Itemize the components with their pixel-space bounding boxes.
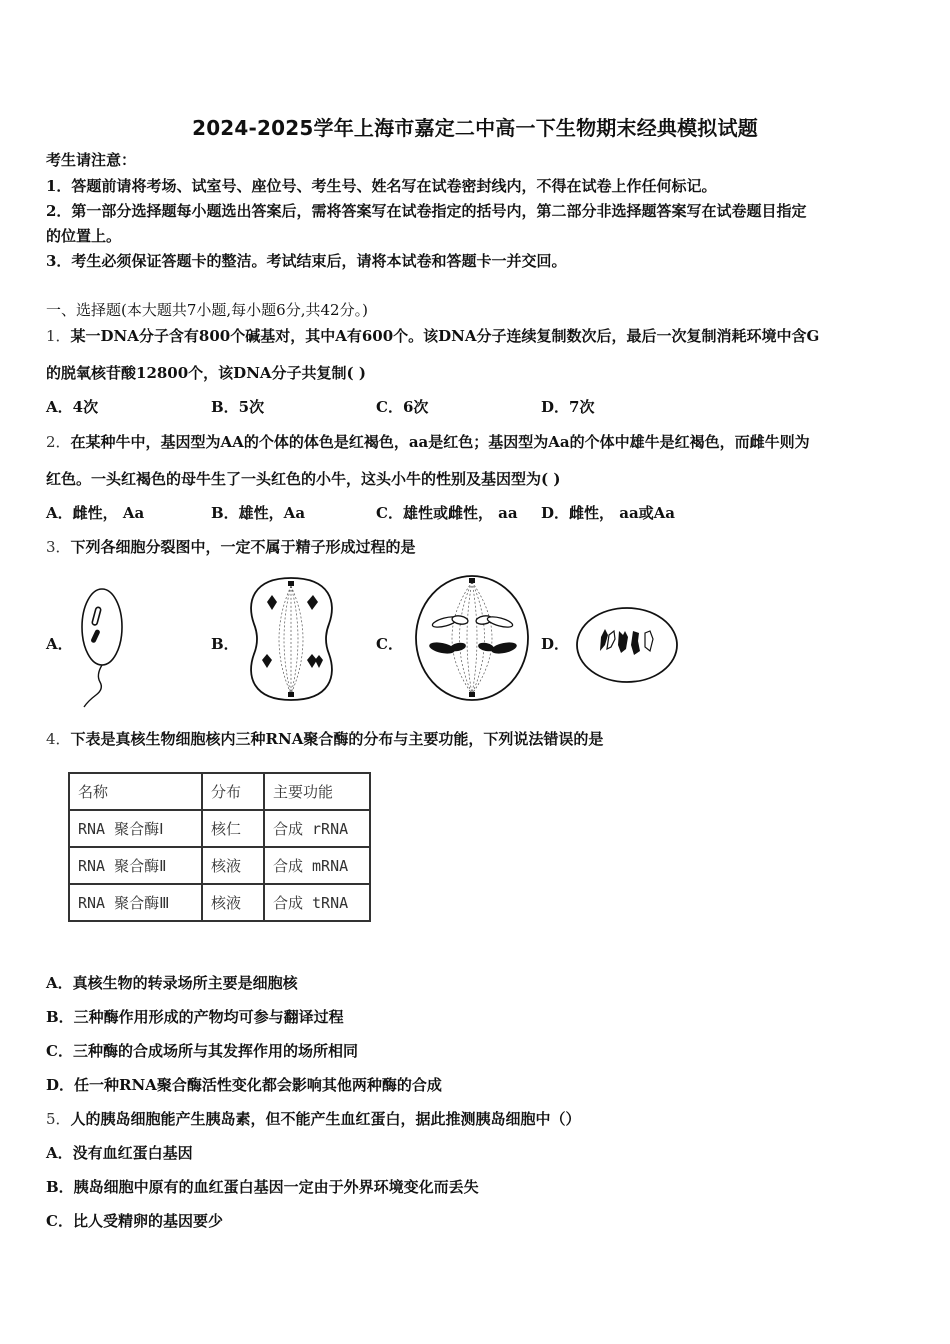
question-text: 下表是真核生物细胞核内三种RNA聚合酶的分布与主要功能，下列说法错误的是 bbox=[70, 730, 604, 748]
table-cell: 合成 rRNA bbox=[264, 810, 370, 847]
q1-option-c[interactable]: C．6次 bbox=[376, 398, 429, 416]
table-cell: 核液 bbox=[202, 884, 264, 921]
figure-c-metaphase-cell bbox=[412, 570, 532, 705]
table-cell: RNA 聚合酶Ⅲ bbox=[69, 884, 202, 921]
rna-polymerase-table bbox=[68, 772, 371, 922]
table-cell: RNA 聚合酶Ⅰ bbox=[69, 810, 202, 847]
q3-label-b[interactable]: B． bbox=[211, 635, 239, 653]
q1-option-a[interactable]: A．4次 bbox=[46, 398, 99, 416]
q4-option-a[interactable]: A．真核生物的转录场所主要是细胞核 bbox=[46, 974, 298, 992]
question-1-line1 bbox=[46, 326, 819, 346]
question-number: 4． bbox=[46, 730, 71, 748]
question-number: 2． bbox=[46, 433, 71, 451]
table-cell: 分布 bbox=[202, 773, 264, 810]
notice-item: 1．答题前请将考场、试室号、座位号、考生号、姓名写在试卷密封线内，不得在试卷上作任何标记。 bbox=[46, 177, 717, 195]
q5-option-b[interactable]: B．胰岛细胞中原有的血红蛋白基因一定由于外界环境变化而丢失 bbox=[46, 1178, 479, 1196]
table-cell: 合成 mRNA bbox=[264, 847, 370, 884]
figure-d-cell-chromosomes bbox=[575, 605, 680, 685]
q5-option-a[interactable]: A．没有血红蛋白基因 bbox=[46, 1144, 193, 1162]
figure-a-sperm-cell bbox=[70, 585, 150, 710]
table-cell: 合成 tRNA bbox=[264, 884, 370, 921]
table-cell: RNA 聚合酶Ⅱ bbox=[69, 847, 202, 884]
q2-option-b[interactable]: B．雄性，Aa bbox=[211, 504, 306, 522]
question-number: 1． bbox=[46, 327, 71, 345]
question-1-line2: 的脱氧核苷酸12800个，该DNA分子共复制( ) bbox=[46, 364, 366, 382]
q4-option-d[interactable]: D．任一种RNA聚合酶活性变化都会影响其他两种酶的合成 bbox=[46, 1076, 442, 1094]
table-row bbox=[69, 847, 370, 884]
q4-option-c[interactable]: C．三种酶的合成场所与其发挥作用的场所相同 bbox=[46, 1042, 358, 1060]
section-heading: 一、选择题(本大题共7小题,每小题6分,共42分。) bbox=[46, 301, 368, 319]
table-cell: 核液 bbox=[202, 847, 264, 884]
table-row bbox=[69, 884, 370, 921]
question-text: 某一DNA分子含有800个碱基对，其中A有600个。该DNA分子连续复制数次后，最后一次复制消耗环境中含G bbox=[70, 327, 820, 345]
figure-b-dividing-cell bbox=[245, 572, 340, 707]
table-cell: 名称 bbox=[69, 773, 202, 810]
table-cell: 核仁 bbox=[202, 810, 264, 847]
q3-label-c[interactable]: C． bbox=[376, 635, 403, 653]
question-2-line1 bbox=[46, 432, 810, 452]
table-row bbox=[69, 810, 370, 847]
question-number: 5． bbox=[46, 1110, 71, 1128]
question-text: 人的胰岛细胞能产生胰岛素，但不能产生血红蛋白，据此推测胰岛细胞中（） bbox=[70, 1110, 581, 1128]
q1-option-d[interactable]: D．7次 bbox=[541, 398, 595, 416]
q4-option-b[interactable]: B．三种酶作用形成的产物均可参与翻译过程 bbox=[46, 1008, 344, 1026]
question-text: 在某种牛中，基因型为AA的个体的体色是红褐色，aa是红色；基因型为Aa的个体中雄牛是红褐色，而雌牛则为 bbox=[70, 433, 810, 451]
question-5 bbox=[46, 1109, 581, 1129]
notice-item: 2．第一部分选择题每小题选出答案后，需将答案写在试卷指定的括号内，第二部分非选择题答案写在试卷题目指定 bbox=[46, 202, 807, 220]
question-text: 下列各细胞分裂图中，一定不属于精子形成过程的是 bbox=[70, 538, 416, 556]
q2-option-a[interactable]: A．雌性， Aa bbox=[46, 504, 145, 522]
page-title: 2024-2025学年上海市嘉定二中高一下生物期末经典模拟试题 bbox=[192, 116, 758, 140]
q3-label-a[interactable]: A． bbox=[46, 635, 73, 653]
q1-option-b[interactable]: B．5次 bbox=[211, 398, 265, 416]
question-2-line2: 红色。一头红褐色的母牛生了一头红色的小牛，这头小牛的性别及基因型为( ) bbox=[46, 470, 561, 488]
question-number: 3． bbox=[46, 538, 71, 556]
table-cell: 主要功能 bbox=[264, 773, 370, 810]
notice-heading: 考生请注意： bbox=[46, 151, 137, 169]
notice-item: 的位置上。 bbox=[46, 227, 122, 245]
q3-label-d[interactable]: D． bbox=[541, 635, 570, 653]
q2-option-c[interactable]: C．雄性或雌性， aa bbox=[376, 504, 518, 522]
question-3 bbox=[46, 537, 416, 557]
q5-option-c[interactable]: C．比人受精卵的基因要少 bbox=[46, 1212, 223, 1230]
q2-option-d[interactable]: D．雌性， aa或Aa bbox=[541, 504, 676, 522]
question-4 bbox=[46, 729, 603, 749]
notice-item: 3．考生必须保证答题卡的整洁。考试结束后，请将本试卷和答题卡一并交回。 bbox=[46, 252, 567, 270]
table-header-row bbox=[69, 773, 370, 810]
